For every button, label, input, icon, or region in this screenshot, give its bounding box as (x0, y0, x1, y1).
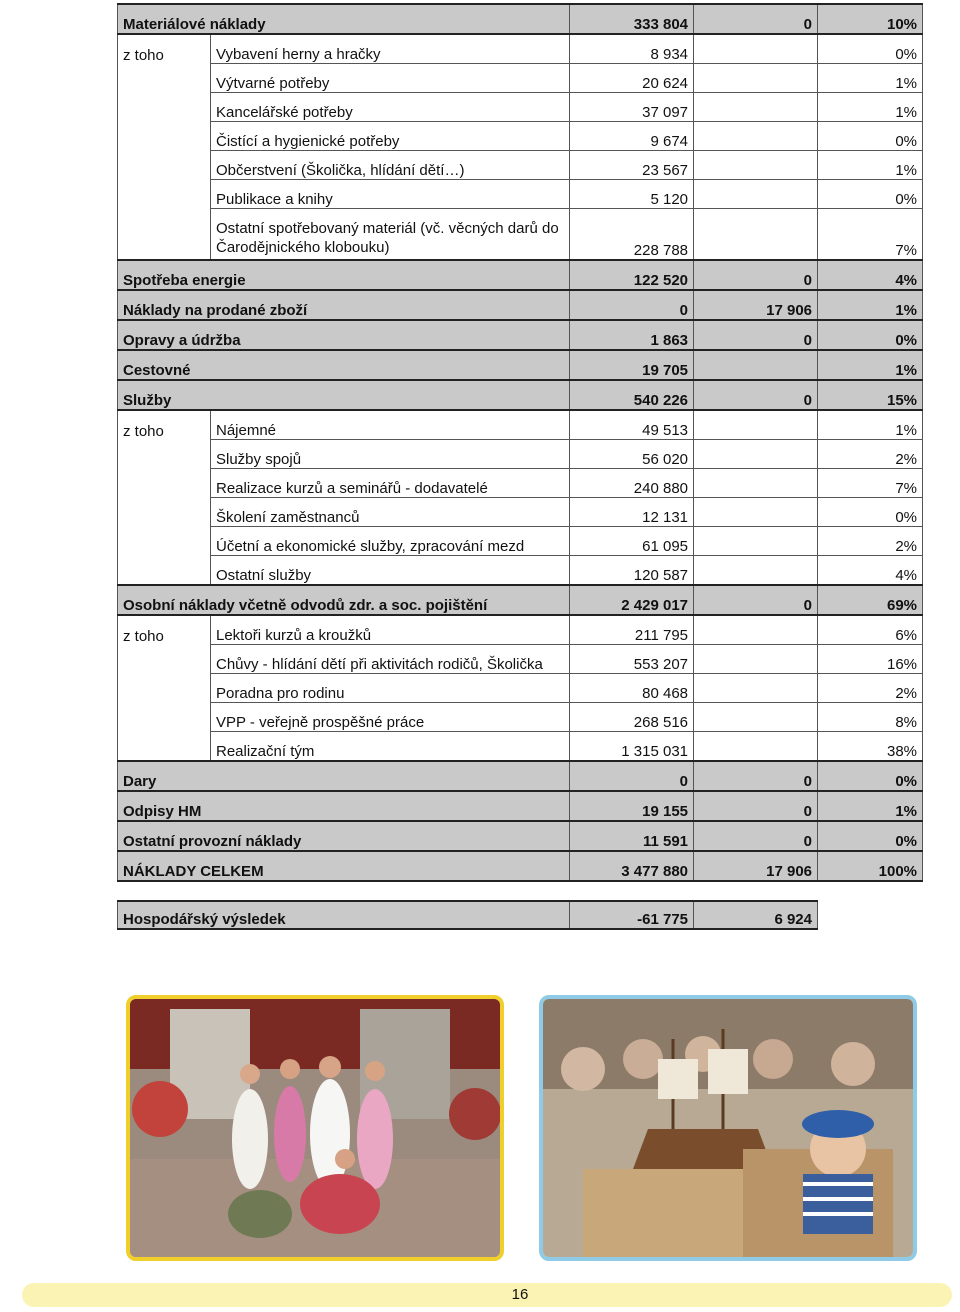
sub-row (118, 151, 923, 180)
row-label: Služby (118, 380, 570, 410)
row-percent: 0% (818, 34, 923, 64)
result-table (117, 900, 818, 930)
result-value-2: 6 924 (694, 901, 818, 929)
row-label: Kancelářské potřeby (211, 93, 570, 122)
row-percent: 1% (818, 410, 923, 440)
row-value-1: 1 315 031 (570, 732, 694, 762)
sub-row (118, 34, 923, 64)
row-value-1: 0 (570, 290, 694, 320)
row-prefix (118, 151, 211, 180)
row-label: Lektoři kurzů a kroužků (211, 615, 570, 645)
row-percent: 1% (818, 290, 923, 320)
row-value-2 (694, 209, 818, 261)
row-label: Ostatní služby (211, 556, 570, 586)
row-percent: 0% (818, 761, 923, 791)
row-prefix (118, 209, 211, 261)
row-label: Realizační tým (211, 732, 570, 762)
row-percent: 69% (818, 585, 923, 615)
row-label: Osobní náklady včetně odvodů zdr. a soc. pojištění (118, 585, 570, 615)
category-row (118, 320, 923, 350)
row-percent: 2% (818, 440, 923, 469)
row-value-2: 17 906 (694, 851, 818, 881)
row-value-2 (694, 34, 818, 64)
row-prefix (118, 527, 211, 556)
row-label: Realizace kurzů a seminářů - dodavatelé (211, 469, 570, 498)
sub-row (118, 469, 923, 498)
row-value-2: 0 (694, 380, 818, 410)
row-value-1: 20 624 (570, 64, 694, 93)
category-row (118, 290, 923, 320)
row-label: Služby spojů (211, 440, 570, 469)
total-row (118, 851, 923, 881)
category-row (118, 761, 923, 791)
category-row (118, 821, 923, 851)
row-value-2 (694, 469, 818, 498)
result-label: Hospodářský výsledek (118, 901, 570, 929)
sub-row (118, 527, 923, 556)
row-label: Náklady na prodané zboží (118, 290, 570, 320)
row-prefix: z toho (118, 615, 211, 645)
category-row (118, 791, 923, 821)
result-value-1: -61 775 (570, 901, 694, 929)
row-value-2 (694, 674, 818, 703)
row-percent: 15% (818, 380, 923, 410)
sub-row (118, 93, 923, 122)
row-percent: 0% (818, 821, 923, 851)
row-label: Ostatní spotřebovaný materiál (vč. věcných darů do Čarodějnického klobouku) (211, 209, 570, 261)
row-prefix (118, 498, 211, 527)
sub-row (118, 64, 923, 93)
row-prefix: z toho (118, 34, 211, 64)
row-percent: 0% (818, 180, 923, 209)
sub-row (118, 122, 923, 151)
row-value-2: 17 906 (694, 290, 818, 320)
row-value-1: 2 429 017 (570, 585, 694, 615)
row-label: Nájemné (211, 410, 570, 440)
row-value-1: 3 477 880 (570, 851, 694, 881)
row-value-2 (694, 410, 818, 440)
row-value-1: 56 020 (570, 440, 694, 469)
row-prefix: z toho (118, 410, 211, 440)
row-value-2 (694, 122, 818, 151)
row-percent: 0% (818, 122, 923, 151)
row-prefix (118, 180, 211, 209)
row-percent: 8% (818, 703, 923, 732)
cost-table-body (118, 4, 923, 881)
row-label: Chůvy - hlídání dětí při aktivitách rodičů, Školička (211, 645, 570, 674)
row-value-1: 12 131 (570, 498, 694, 527)
row-label: Výtvarné potřeby (211, 64, 570, 93)
group-photo-women (126, 995, 504, 1261)
sub-row (118, 410, 923, 440)
row-percent: 38% (818, 732, 923, 762)
sub-row (118, 674, 923, 703)
row-percent: 16% (818, 645, 923, 674)
row-value-1: 19 705 (570, 350, 694, 380)
row-percent: 1% (818, 350, 923, 380)
category-row (118, 260, 923, 290)
row-value-1: 9 674 (570, 122, 694, 151)
row-prefix (118, 93, 211, 122)
row-prefix (118, 732, 211, 762)
row-percent: 0% (818, 498, 923, 527)
row-percent: 1% (818, 151, 923, 180)
row-prefix (118, 440, 211, 469)
result-row (118, 901, 818, 929)
row-value-2 (694, 703, 818, 732)
row-value-2 (694, 527, 818, 556)
row-percent: 0% (818, 320, 923, 350)
row-value-1: 8 934 (570, 34, 694, 64)
row-value-1: 80 468 (570, 674, 694, 703)
row-value-1: 0 (570, 761, 694, 791)
row-prefix (118, 703, 211, 732)
row-percent: 1% (818, 64, 923, 93)
row-value-1: 122 520 (570, 260, 694, 290)
row-value-2 (694, 64, 818, 93)
row-value-1: 228 788 (570, 209, 694, 261)
sub-row (118, 440, 923, 469)
category-row (118, 585, 923, 615)
row-value-2 (694, 93, 818, 122)
row-prefix (118, 674, 211, 703)
footer-bar (22, 1283, 952, 1307)
row-value-1: 19 155 (570, 791, 694, 821)
row-prefix (118, 469, 211, 498)
row-value-2: 0 (694, 791, 818, 821)
row-value-1: 120 587 (570, 556, 694, 586)
row-value-1: 540 226 (570, 380, 694, 410)
row-percent: 2% (818, 527, 923, 556)
sub-row (118, 645, 923, 674)
page-number: 16 (511, 1286, 529, 1303)
children-ship-photo (539, 995, 917, 1261)
row-value-2: 0 (694, 761, 818, 791)
row-value-1: 5 120 (570, 180, 694, 209)
row-value-2 (694, 498, 818, 527)
sub-row (118, 703, 923, 732)
row-value-2 (694, 350, 818, 380)
row-label: NÁKLADY CELKEM (118, 851, 570, 881)
row-percent: 7% (818, 209, 923, 261)
row-value-1: 553 207 (570, 645, 694, 674)
row-value-2 (694, 151, 818, 180)
row-value-2: 0 (694, 260, 818, 290)
sub-row (118, 556, 923, 586)
row-value-1: 23 567 (570, 151, 694, 180)
row-value-2 (694, 180, 818, 209)
row-label: Odpisy HM (118, 791, 570, 821)
row-value-2 (694, 645, 818, 674)
row-percent: 4% (818, 260, 923, 290)
row-label: Materiálové náklady (118, 4, 570, 34)
sub-row (118, 209, 923, 261)
row-value-1: 211 795 (570, 615, 694, 645)
row-value-2: 0 (694, 4, 818, 34)
row-value-2: 0 (694, 320, 818, 350)
row-percent: 6% (818, 615, 923, 645)
row-prefix (118, 556, 211, 586)
row-label: Opravy a údržba (118, 320, 570, 350)
row-value-1: 240 880 (570, 469, 694, 498)
cost-table (117, 3, 923, 882)
row-label: VPP - veřejně prospěšné práce (211, 703, 570, 732)
row-value-2 (694, 732, 818, 762)
category-row (118, 380, 923, 410)
row-prefix (118, 122, 211, 151)
sub-row (118, 498, 923, 527)
row-label: Občerstvení (Školička, hlídání dětí…) (211, 151, 570, 180)
row-percent: 2% (818, 674, 923, 703)
row-percent: 1% (818, 93, 923, 122)
sub-row (118, 180, 923, 209)
row-percent: 4% (818, 556, 923, 586)
row-value-1: 11 591 (570, 821, 694, 851)
row-label: Čistící a hygienické potřeby (211, 122, 570, 151)
row-label: Dary (118, 761, 570, 791)
row-prefix (118, 645, 211, 674)
row-label: Vybavení herny a hračky (211, 34, 570, 64)
row-value-2: 0 (694, 821, 818, 851)
row-percent: 100% (818, 851, 923, 881)
row-percent: 7% (818, 469, 923, 498)
row-value-1: 49 513 (570, 410, 694, 440)
row-percent: 1% (818, 791, 923, 821)
row-value-1: 333 804 (570, 4, 694, 34)
row-percent: 10% (818, 4, 923, 34)
row-label: Školení zaměstnanců (211, 498, 570, 527)
row-value-1: 268 516 (570, 703, 694, 732)
row-label: Spotřeba energie (118, 260, 570, 290)
sub-row (118, 732, 923, 762)
row-value-2: 0 (694, 585, 818, 615)
row-value-1: 61 095 (570, 527, 694, 556)
row-label: Ostatní provozní náklady (118, 821, 570, 851)
category-row (118, 4, 923, 34)
row-label: Poradna pro rodinu (211, 674, 570, 703)
row-label: Publikace a knihy (211, 180, 570, 209)
row-value-1: 37 097 (570, 93, 694, 122)
row-label: Účetní a ekonomické služby, zpracování mezd (211, 527, 570, 556)
row-label: Cestovné (118, 350, 570, 380)
sub-row (118, 615, 923, 645)
row-value-1: 1 863 (570, 320, 694, 350)
row-value-2 (694, 556, 818, 586)
category-row (118, 350, 923, 380)
row-value-2 (694, 615, 818, 645)
row-value-2 (694, 440, 818, 469)
row-prefix (118, 64, 211, 93)
